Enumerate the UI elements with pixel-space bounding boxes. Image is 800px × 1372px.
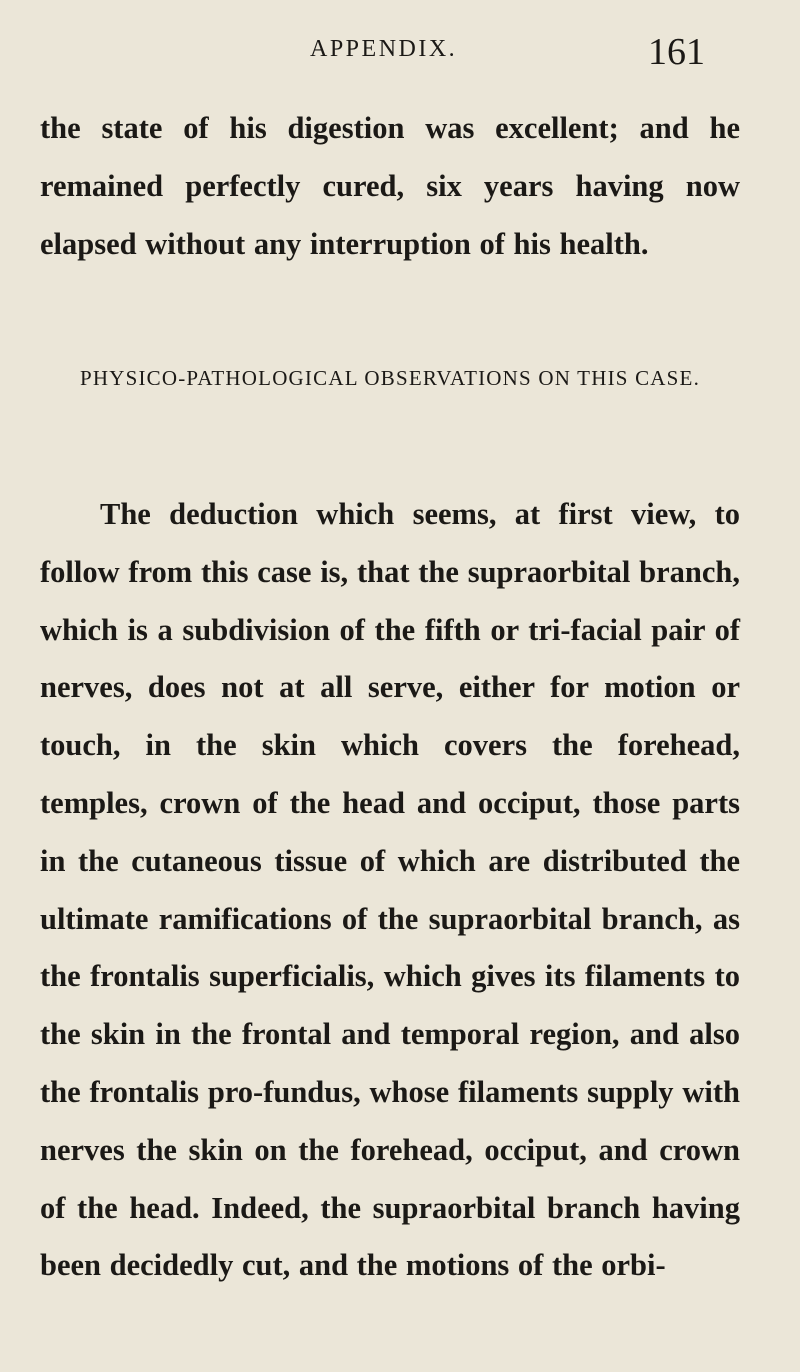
paragraph-digestion: the state of his digestion was excellent; and he remained perfectly cured, six years having now elapsed without any interruption of his health. <box>40 111 740 261</box>
page-number: 161 <box>648 31 705 73</box>
running-head-title: APPENDIX. <box>310 36 458 62</box>
section-heading: PHYSICO-PATHOLOGICAL OBSERVATIONS ON THIS CASE. <box>79 366 701 390</box>
running-head <box>0 30 800 80</box>
paragraph-deduction: The deduction which seems, at first view, to follow from this case is, that the supraorbital branch, which is a subdivision of the fifth or tri-facial pair of nerves, does not at all serve, either for motion or touch, in the skin which covers the forehead, temples, crown of the head and occiput, those parts in the cutaneous tissue of which are distributed the ultimate ramifications of the supraorbital branch, as the frontalis superficialis, which gives its filaments to the skin in the frontal and temporal region, and also the frontalis pro-fundus, whose filaments supply with nerves the skin on the forehead, occiput, and crown of the head. Indeed, the supraorbital branch having been decidedly cut, and the motions of the orbi- <box>40 497 740 1283</box>
